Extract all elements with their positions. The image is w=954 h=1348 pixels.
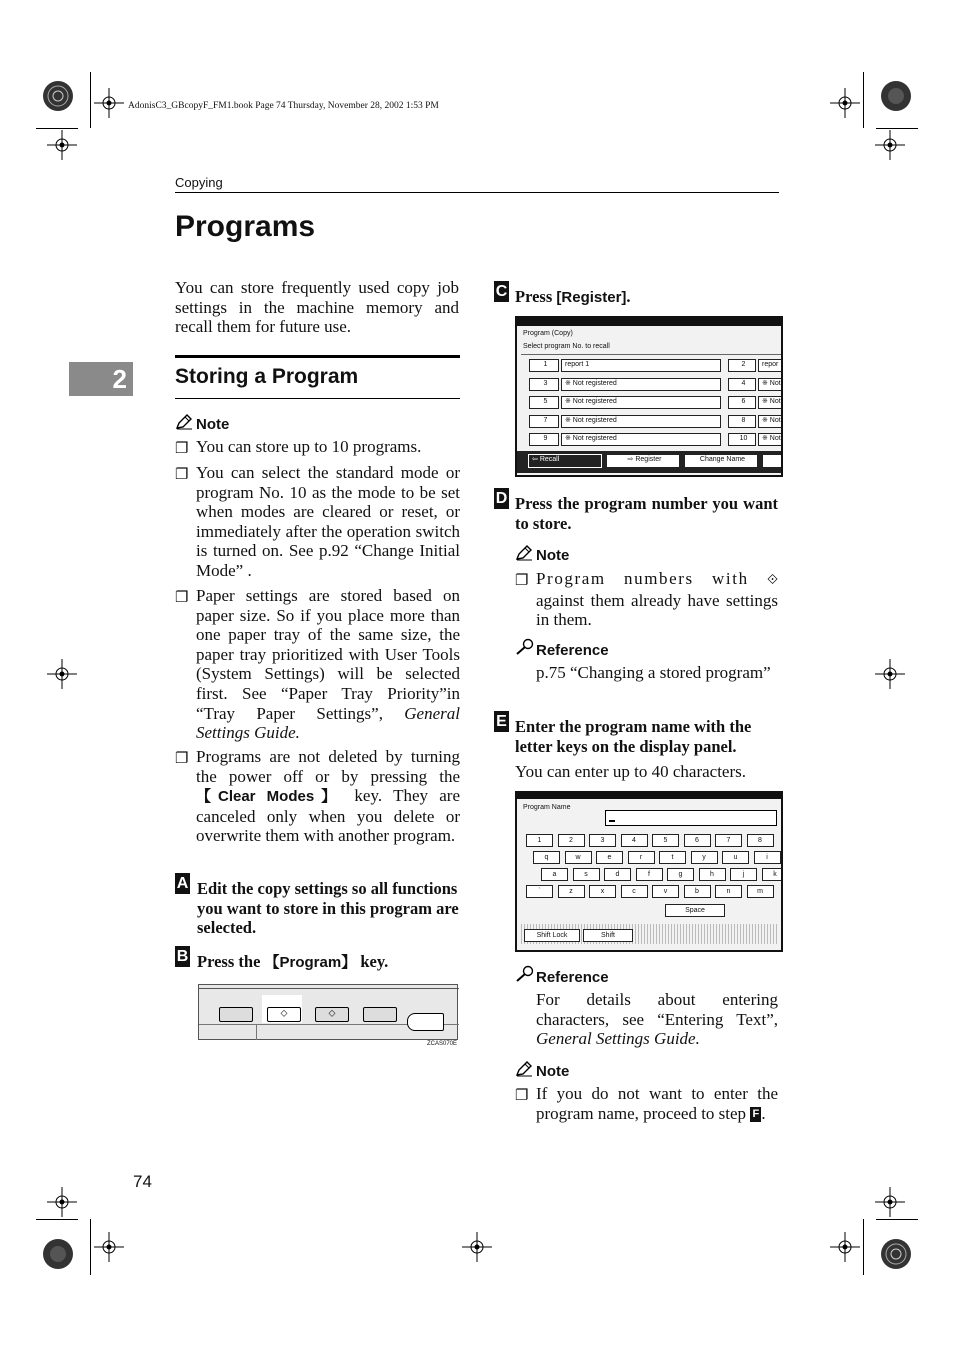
step-text-suffix: key. xyxy=(356,952,389,971)
keyboard-key[interactable]: s xyxy=(573,868,600,881)
chapter-tab: 2 xyxy=(69,362,133,396)
sample-copy-key-icon[interactable] xyxy=(363,1007,397,1022)
reference-heading: Reference xyxy=(536,642,609,659)
pencil-icon xyxy=(175,414,193,430)
step-text-prefix: Press xyxy=(515,287,557,306)
registration-mark-icon xyxy=(830,88,860,118)
screen-title: Program Name xyxy=(523,804,571,811)
registration-mark-icon xyxy=(40,1236,76,1272)
program-key: 【Program】 xyxy=(264,954,357,971)
note-item-text: If you do not want to enter the program name, proceed to step xyxy=(536,1084,778,1123)
keyboard-key[interactable]: e xyxy=(596,851,623,864)
note-item: You can store up to 10 programs. xyxy=(196,437,422,456)
program-slot-button[interactable]: ※ Not xyxy=(758,415,783,428)
checkbox-bullet-icon: ❐ xyxy=(175,751,189,767)
pencil-icon xyxy=(515,1061,533,1077)
program-number-button[interactable]: 10 xyxy=(728,433,756,446)
keyboard-key[interactable]: 5 xyxy=(652,834,679,847)
reference-text: p.75 “Changing a stored program” xyxy=(536,663,771,682)
change-name-button[interactable]: Change Name xyxy=(684,454,758,468)
pencil-icon xyxy=(515,545,533,561)
keyboard-key[interactable]: u xyxy=(722,851,749,864)
keyboard-key[interactable]: 7 xyxy=(715,834,742,847)
keyboard-key[interactable]: 2 xyxy=(558,834,585,847)
keyboard-key[interactable]: ` xyxy=(526,885,553,898)
registration-mark-icon xyxy=(878,1236,914,1272)
keyboard-key[interactable]: k xyxy=(762,868,784,881)
registration-mark-icon xyxy=(878,78,914,114)
reference-text xyxy=(536,990,778,1049)
magnifier-icon xyxy=(515,638,535,656)
program-slot-button[interactable]: ※ Not xyxy=(758,396,783,409)
program-number-button[interactable]: 3 xyxy=(529,378,559,391)
control-panel-figure xyxy=(198,984,458,1040)
intro-paragraph: You can store frequently used copy job settings in the machine memory and recall them for future use. xyxy=(175,278,459,337)
program-slot-button[interactable]: repor xyxy=(758,359,783,372)
note-item-text: Programs are not deleted by turning the power off or by pressing the xyxy=(196,747,460,786)
program-slot-button[interactable]: ※ Not xyxy=(758,378,783,391)
checkbox-bullet-icon: ❐ xyxy=(175,467,189,483)
program-slot-button[interactable]: ※ Not registered xyxy=(561,378,721,391)
step-text xyxy=(197,952,460,973)
program-slot-button[interactable]: ※ Not xyxy=(758,433,783,446)
keyboard-key[interactable]: f xyxy=(636,868,663,881)
keyboard-key[interactable]: n xyxy=(715,885,742,898)
program-number-button[interactable]: 8 xyxy=(728,415,756,428)
note-item-text: Paper settings are stored based on paper size. So if you place more than one paper tray of the same size, the paper tray prioritized with User Tools (System Settings) will be selected first. See “Paper Tray Priority”in “Tray Paper Settings”, xyxy=(196,586,460,723)
keyboard-key[interactable]: w xyxy=(565,851,592,864)
interrupt-key-icon[interactable] xyxy=(219,1007,253,1022)
keyboard-key[interactable]: q xyxy=(533,851,560,864)
screen-title: Program (Copy) xyxy=(523,330,573,337)
keyboard-key[interactable]: d xyxy=(604,868,631,881)
registration-mark-icon xyxy=(47,130,77,160)
step-text: Edit the copy settings so all functions you want to store in this program are selected. xyxy=(197,879,459,938)
clear-modes-key: 【Clear Modes】 xyxy=(196,788,344,806)
keyboard-key[interactable]: 8 xyxy=(747,834,774,847)
program-number-button[interactable]: 4 xyxy=(728,378,756,391)
magnifier-icon xyxy=(515,965,535,983)
figure-code: ZCAS070E xyxy=(427,1041,458,1047)
running-header: Copying xyxy=(175,175,223,190)
subsection-rule-bottom xyxy=(175,398,460,399)
step-text: Press the program number you want to store. xyxy=(515,494,778,533)
program-slot-button[interactable]: report 1 xyxy=(561,359,721,372)
keyboard-key[interactable]: 3 xyxy=(589,834,616,847)
keyboard-key[interactable]: c xyxy=(621,885,648,898)
manual-title: General Settings Guide. xyxy=(196,703,460,743)
screen-partial-button[interactable] xyxy=(762,454,783,468)
subsection-rule-top xyxy=(175,355,460,358)
header-rule xyxy=(175,192,779,193)
note-heading: Note xyxy=(196,416,230,433)
note-item-text: Program numbers with xyxy=(536,569,767,588)
program-arrow-icon: ⟐ xyxy=(766,572,778,588)
step-text: Enter the program name with the letter keys on the display panel. xyxy=(515,717,752,756)
step-number: A xyxy=(176,875,189,892)
step-text-suffix: . xyxy=(626,287,631,306)
step-text-prefix: Press the xyxy=(197,952,265,971)
step-number: D xyxy=(495,490,508,507)
step-number: C xyxy=(495,283,508,300)
program-key-icon[interactable]: ⬦ xyxy=(267,1007,301,1022)
registration-mark-icon xyxy=(875,659,905,689)
note-item-text: key. They are canceled only when you delete or overwrite them with another program. xyxy=(196,786,460,846)
keyboard-key[interactable]: 6 xyxy=(684,834,711,847)
keyboard-key[interactable]: r xyxy=(628,851,655,864)
keyboard-key[interactable]: g xyxy=(667,868,694,881)
note-item: You can select the standard mode or program No. 10 as the mode to be set when modes are cleared or reset, or immediately after the operation switch is turned on. See p.92 “Change Initial Mode” . xyxy=(196,463,460,580)
registration-mark-icon xyxy=(875,130,905,160)
keyboard-key[interactable]: m xyxy=(747,885,774,898)
program-number-button[interactable]: 1 xyxy=(529,359,559,372)
registration-mark-icon xyxy=(47,1187,77,1217)
note-heading: Note xyxy=(536,1063,570,1080)
reference-text-body: For details about entering characters, see “Entering Text”, xyxy=(536,990,778,1029)
note-item xyxy=(196,747,460,846)
page-number: 74 xyxy=(133,1172,152,1191)
shift-lock-key[interactable]: Shift Lock xyxy=(524,929,580,942)
register-key: [Register] xyxy=(556,289,627,306)
registration-mark-icon xyxy=(462,1232,492,1262)
file-info: AdonisC3_GBcopyF_FM1.book Page 74 Thursday, November 28, 2002 1:53 PM xyxy=(128,101,439,111)
checkbox-bullet-icon: ❐ xyxy=(515,573,529,589)
program-copy-screen xyxy=(515,316,783,477)
recall-button[interactable]: ⇦ Recall xyxy=(528,454,602,468)
space-key[interactable]: Space xyxy=(665,904,725,917)
registration-mark-icon xyxy=(830,1232,860,1262)
reference-heading: Reference xyxy=(536,969,609,986)
keyboard-key[interactable]: z xyxy=(558,885,585,898)
keyboard-key[interactable]: 1 xyxy=(526,834,553,847)
program-number-button[interactable]: 2 xyxy=(728,359,756,372)
keyboard-key[interactable]: j xyxy=(730,868,757,881)
program-number-button[interactable]: 7 xyxy=(529,415,559,428)
keyboard-key[interactable]: h xyxy=(699,868,726,881)
keyboard-key[interactable]: b xyxy=(684,885,711,898)
note-heading: Note xyxy=(536,547,570,564)
checkbox-bullet-icon: ❐ xyxy=(175,441,189,457)
note-item xyxy=(196,586,460,743)
keyboard-key[interactable]: y xyxy=(691,851,718,864)
registration-mark-icon xyxy=(875,1187,905,1217)
subsection-title: Storing a Program xyxy=(175,365,359,388)
program-number-button[interactable]: 5 xyxy=(529,396,559,409)
program-number-button[interactable]: 9 xyxy=(529,433,559,446)
step-number: B xyxy=(176,948,189,965)
program-slot-button[interactable]: ※ Not registered xyxy=(561,396,721,409)
registration-mark-icon xyxy=(40,78,76,114)
note-item: If you do not want to enter the program name, proceed to step F . xyxy=(536,1084,778,1123)
keyboard-key[interactable]: x xyxy=(589,885,616,898)
step-ref-badge: F xyxy=(750,1107,761,1122)
step-number: E xyxy=(494,711,509,732)
keyboard-key[interactable]: i xyxy=(754,851,781,864)
program-name-screen xyxy=(515,791,783,952)
register-button[interactable]: ⇨ Register xyxy=(606,454,680,468)
program-number-button[interactable]: 6 xyxy=(728,396,756,409)
program-slot-button[interactable]: ※ Not registered xyxy=(561,415,721,428)
page-title: Programs xyxy=(175,210,316,243)
clear-modes-key-icon[interactable]: ⬦ xyxy=(315,1007,349,1022)
name-input-field[interactable] xyxy=(605,810,777,826)
program-slot-button[interactable]: ※ Not registered xyxy=(561,433,721,446)
keyboard-key[interactable]: v xyxy=(652,885,679,898)
checkbox-bullet-icon: ❐ xyxy=(175,590,189,606)
checkbox-bullet-icon: ❐ xyxy=(515,1088,529,1104)
keyboard-key[interactable]: a xyxy=(541,868,568,881)
keyboard-key[interactable]: t xyxy=(659,851,686,864)
registration-mark-icon xyxy=(94,88,124,118)
step-body: You can enter up to 40 characters. xyxy=(515,762,747,781)
hand-pointer-icon xyxy=(407,1013,444,1031)
screen-subtitle: Select program No. to recall xyxy=(523,343,610,350)
registration-mark-icon xyxy=(94,1232,124,1262)
note-item-text: against them already have settings in them. xyxy=(536,590,778,630)
shift-key[interactable]: Shift xyxy=(583,929,633,942)
registration-mark-icon xyxy=(47,659,77,689)
step-text xyxy=(515,287,778,308)
note-item xyxy=(536,569,778,630)
manual-title: General Settings Guide. xyxy=(536,1029,700,1049)
keyboard-key[interactable]: 4 xyxy=(621,834,648,847)
